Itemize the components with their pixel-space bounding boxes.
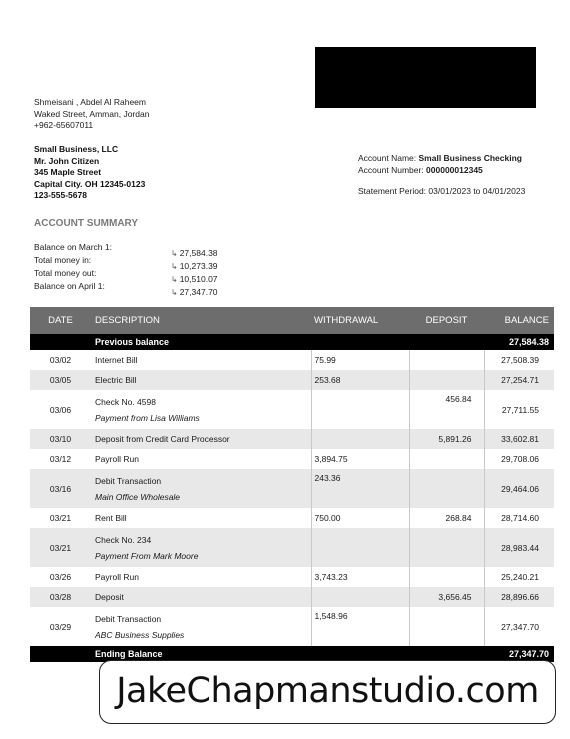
row-description xyxy=(91,350,311,370)
table-row xyxy=(30,429,554,449)
row-description-text: Debit Transaction xyxy=(95,613,162,624)
customer-address xyxy=(34,144,145,202)
row-date: 03/06 xyxy=(49,404,72,415)
row-deposit xyxy=(409,350,484,370)
account-number-label: Account Number: xyxy=(358,165,424,175)
row-withdrawal xyxy=(311,390,409,429)
row-balance: 28,714.60 xyxy=(484,508,554,528)
table-row xyxy=(30,469,554,508)
row-balance: 27,508.39 xyxy=(484,350,554,370)
row-deposit: 3,656.45 xyxy=(409,587,484,607)
table-row xyxy=(30,390,554,429)
row-deposit xyxy=(409,370,484,390)
customer-line: 345 Maple Street xyxy=(34,167,102,177)
bank-address xyxy=(34,97,149,132)
header-deposit: DEPOSIT xyxy=(409,307,484,334)
row-date: 03/26 xyxy=(49,572,72,582)
row-withdrawal xyxy=(311,429,409,449)
summary-label: Total money out: xyxy=(34,268,97,278)
return-arrow-icon: ↳ xyxy=(171,262,178,271)
period-value: 03/01/2023 to 04/01/2023 xyxy=(428,186,526,196)
row-description-text: Check No. 234 xyxy=(95,534,152,545)
header-withdrawal: WITHDRAWAL xyxy=(311,307,409,334)
summary-values xyxy=(171,247,218,299)
row-deposit: 268.84 xyxy=(409,508,484,528)
header-balance: BALANCE xyxy=(484,307,554,334)
row-balance: 27,347.70 xyxy=(484,607,554,646)
return-arrow-icon: ↳ xyxy=(171,288,178,297)
table-row xyxy=(30,508,554,528)
row-deposit: 5,891.26 xyxy=(409,429,484,449)
row-withdrawal xyxy=(311,528,409,567)
row-withdrawal: 75.99 xyxy=(311,350,409,370)
header-date: DATE xyxy=(30,307,91,334)
row-description xyxy=(91,469,311,508)
row-date: 03/05 xyxy=(30,370,91,390)
row-withdrawal: 1,548.96 xyxy=(311,607,409,646)
watermark-banner: JakeChapmanstudio.com xyxy=(99,660,556,724)
customer-line: Small Business, LLC xyxy=(34,144,119,154)
summary-title: ACCOUNT SUMMARY xyxy=(34,218,139,229)
row-description-note: Main Office Wholesale xyxy=(95,491,181,502)
row-description-text: Payroll Run xyxy=(95,454,139,464)
summary-value: 27,584.38 xyxy=(179,248,218,258)
row-date: 03/21 xyxy=(49,513,72,523)
row-description-text: Electric Bill xyxy=(95,375,137,385)
previous-balance-row xyxy=(30,334,554,350)
row-balance: 29,464.06 xyxy=(484,469,554,508)
row-description-text: Check No. 4598 xyxy=(95,396,156,407)
account-info xyxy=(358,152,522,176)
previous-balance-label: Previous balance xyxy=(91,334,311,350)
row-withdrawal: 750.00 xyxy=(311,508,409,528)
table-row xyxy=(30,449,554,469)
row-description-text: Deposit xyxy=(95,592,124,602)
transactions-table xyxy=(30,307,554,662)
row-description-text: Rent Bill xyxy=(95,513,127,523)
ending-balance-label: Ending Balance xyxy=(91,646,311,662)
customer-line: Mr. John Citizen xyxy=(34,155,100,166)
row-withdrawal: 3,894.75 xyxy=(311,449,409,469)
row-description xyxy=(91,429,311,449)
bank-line: Shmeisani , Abdel Al Raheem xyxy=(34,97,146,107)
row-description-note: Payment From Mark Moore xyxy=(95,550,199,561)
row-date: 03/10 xyxy=(30,429,91,449)
table-header-row xyxy=(30,307,554,334)
table-row xyxy=(30,567,554,587)
row-balance: 28,896.66 xyxy=(484,587,554,607)
row-withdrawal: 3,743.23 xyxy=(311,567,409,587)
statement-period xyxy=(358,186,525,196)
previous-balance-value: 27,584.38 xyxy=(484,334,554,350)
row-description xyxy=(91,508,311,528)
table-row xyxy=(30,587,554,607)
row-balance: 25,240.21 xyxy=(484,567,554,587)
period-label: Statement Period: xyxy=(358,186,427,196)
summary-label: Total money in: xyxy=(34,255,92,265)
row-balance: 27,711.55 xyxy=(484,390,554,429)
row-balance: 33,602.81 xyxy=(484,429,554,449)
row-withdrawal xyxy=(311,587,409,607)
row-description xyxy=(91,390,311,429)
row-date: 03/16 xyxy=(30,469,91,508)
account-name-value: Small Business Checking xyxy=(418,153,522,163)
summary-label: Balance on March 1: xyxy=(34,242,112,252)
table-row xyxy=(30,607,554,646)
return-arrow-icon: ↳ xyxy=(171,249,178,258)
row-description-text: Deposit from Credit Card Processor xyxy=(95,434,230,444)
summary-value: 27,347.70 xyxy=(179,287,218,297)
row-description-note: Payment from Lisa Williams xyxy=(95,412,200,423)
row-description xyxy=(91,607,311,646)
row-withdrawal: 253.68 xyxy=(311,370,409,390)
row-date: 03/02 xyxy=(49,355,72,365)
row-balance: 29,708.06 xyxy=(484,449,554,469)
row-description-text: Payroll Run xyxy=(95,572,139,582)
account-number-value: 000000012345 xyxy=(426,165,483,175)
summary-value: 10,510.07 xyxy=(179,274,218,284)
account-name-label: Account Name: xyxy=(358,153,417,163)
redacted-logo-block xyxy=(315,47,536,108)
summary-label: Balance on April 1: xyxy=(34,281,105,291)
row-date: 03/21 xyxy=(30,528,91,567)
row-deposit xyxy=(409,469,484,508)
row-description xyxy=(91,528,311,567)
return-arrow-icon: ↳ xyxy=(171,275,178,284)
summary-labels xyxy=(34,241,112,293)
row-balance: 27,254.71 xyxy=(484,370,554,390)
row-description-text: Debit Transaction xyxy=(95,475,162,486)
row-description xyxy=(91,567,311,587)
row-date: 03/28 xyxy=(30,587,91,607)
table-row xyxy=(30,370,554,390)
row-date: 03/29 xyxy=(49,621,72,632)
row-withdrawal: 243.36 xyxy=(311,469,409,508)
customer-line: 123-555-5678 xyxy=(34,190,87,200)
row-description xyxy=(91,449,311,469)
row-date: 03/12 xyxy=(49,454,72,464)
row-deposit xyxy=(409,528,484,567)
row-deposit: 456.84 xyxy=(409,390,484,429)
row-deposit xyxy=(409,449,484,469)
summary-value: 10,273.39 xyxy=(179,261,218,271)
bank-line: Waked Street, Amman, Jordan xyxy=(34,108,150,119)
row-balance: 28,983.44 xyxy=(484,528,554,567)
row-description xyxy=(91,370,311,390)
bank-line: +962-65607011 xyxy=(34,120,94,130)
row-deposit xyxy=(409,607,484,646)
ending-balance-value: 27,347.70 xyxy=(484,646,554,662)
row-deposit xyxy=(409,567,484,587)
table-row xyxy=(30,350,554,370)
table-row xyxy=(30,528,554,567)
header-description: DESCRIPTION xyxy=(91,307,311,334)
row-description xyxy=(91,587,311,607)
row-description-text: Internet Bill xyxy=(95,355,138,365)
row-description-note: ABC Business Supplies xyxy=(95,629,185,640)
customer-line: Capital City. OH 12345-0123 xyxy=(34,178,146,189)
